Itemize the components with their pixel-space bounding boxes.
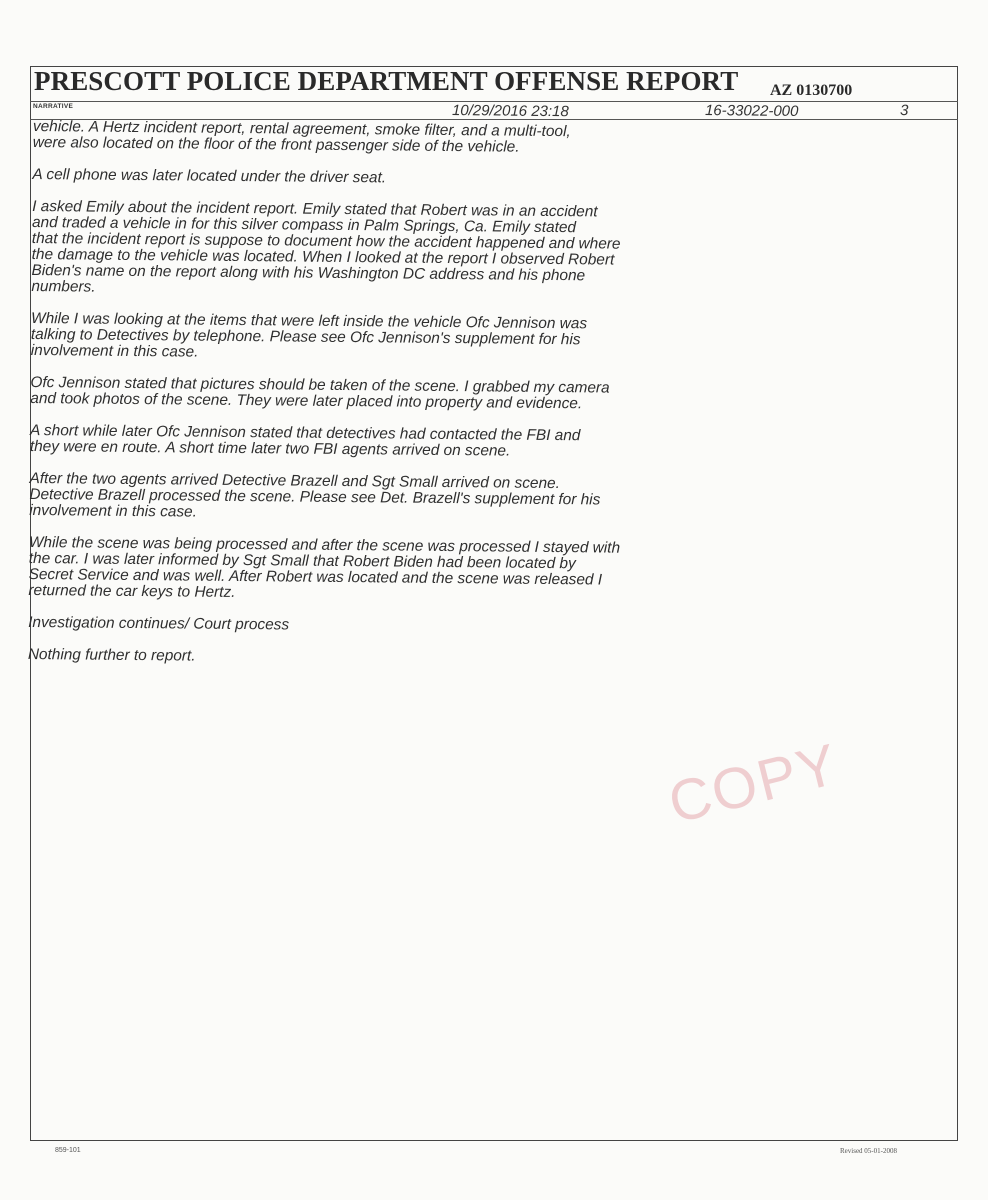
narrative-paragraph: Nothing further to report. [27, 645, 196, 665]
narrative-paragraph: A cell phone was later located under the driver seat. [32, 165, 387, 187]
section-label-narrative: NARRATIVE [33, 103, 74, 110]
narrative-paragraph: I asked Emily about the incident report. Emily stated that Robert was in an accident and traded a vehicle in for this silver compass in Palm Springs, Ca. Emily stated that the incident report is suppose to document how the accident happened and where the damage to the vehicle was located. When I looked at the report I observed Robert Biden's name on the report along with his Washington DC address and his phone numbers. [31, 197, 621, 296]
agency-code: AZ 0130700 [770, 82, 853, 99]
case-number: 16-33022-000 [704, 102, 799, 120]
narrative-body [28, 119, 853, 687]
narrative-paragraph: A short while later Ofc Jennison stated that detectives had contacted the FBI and they were en route. A short time later two FBI agents arrived on scene. [29, 421, 581, 460]
page-number: 3 [899, 102, 909, 120]
report-title: PRESCOTT POLICE DEPARTMENT OFFENSE REPORT [34, 66, 739, 96]
form-number: 859-101 [55, 1147, 81, 1154]
report-date-time: 10/29/2016 23:18 [451, 102, 569, 121]
narrative-paragraph: While I was looking at the items that were left inside the vehicle Ofc Jennison was talking to Detectives by telephone. Please see Ofc Jennison's supplement for his involvement in this case. [30, 309, 588, 361]
narrative-paragraph: After the two agents arrived Detective Brazell and Sgt Small arrived on scene. Detective Brazell processed the scene. Please see Det. Brazell's supplement for his involvement in this case. [29, 469, 601, 521]
narrative-paragraph: vehicle. A Hertz incident report, rental agreement, smoke filter, and a multi-tool, were also located on the floor of the front passenger side of the vehicle. [32, 118, 571, 156]
narrative-paragraph: While the scene was being processed and after the scene was processed I stayed with the car. I was later informed by Sgt Small that Robert Biden had been located by Secret Service and was well. After Robert was located and the scene was released I returned the car keys to Hertz. [28, 533, 621, 601]
narrative-paragraph: Investigation continues/ Court process [28, 613, 290, 634]
revised-date: Revised 05-01-2008 [840, 1147, 897, 1155]
copy-stamp: COPY [662, 731, 846, 837]
narrative-paragraph: Ofc Jennison stated that pictures should be taken of the scene. I grabbed my camera and took photos of the scene. They were later placed into property and evidence. [30, 373, 610, 413]
